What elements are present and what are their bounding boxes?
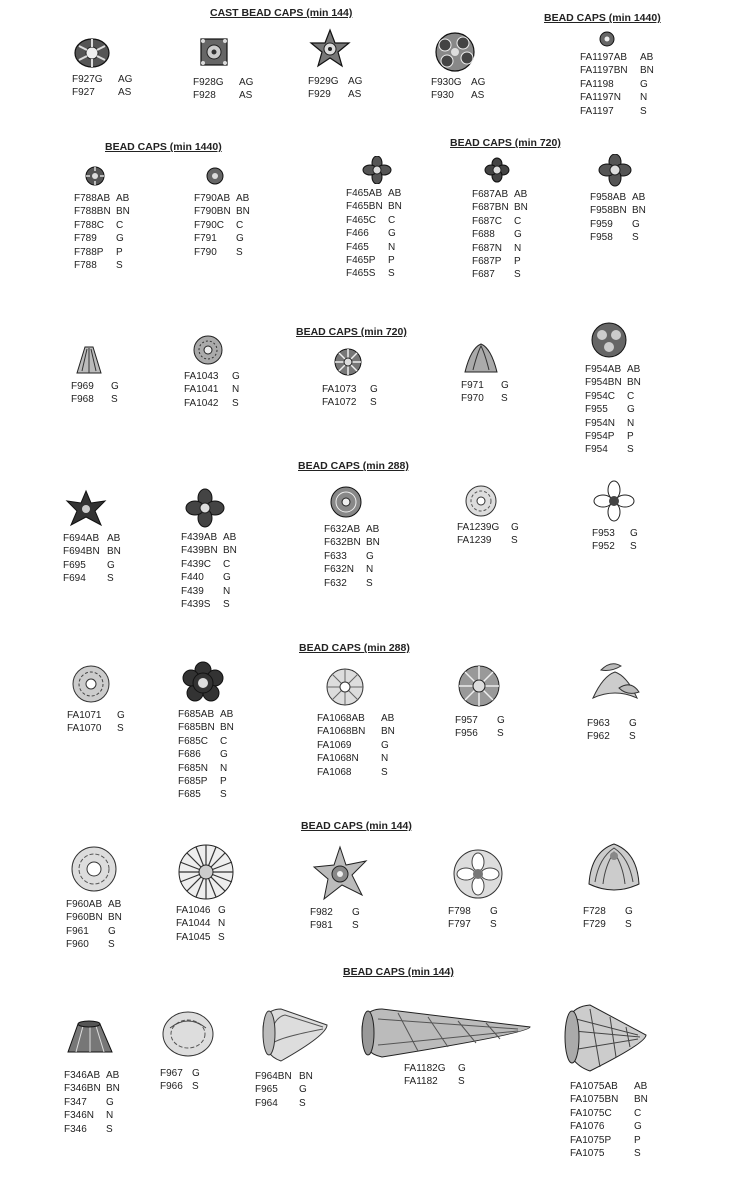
code-line: F687 S — [472, 269, 521, 281]
code-line: F798 G — [448, 906, 498, 917]
code-line: F954C C — [585, 390, 635, 402]
item-codes — [457, 521, 519, 548]
product-item — [64, 1008, 120, 1136]
filigree-cap-icon — [160, 1004, 216, 1064]
item-codes — [461, 379, 509, 406]
product-item — [592, 480, 638, 554]
product-item — [461, 340, 509, 406]
code-line: FA1068BN BN — [317, 726, 395, 738]
code-line: F954 S — [585, 444, 634, 456]
code-line: F930 AS — [431, 90, 485, 102]
code-line: F963 G — [587, 718, 637, 729]
code-line: F955 G — [585, 404, 635, 416]
product-item — [580, 30, 654, 118]
section-header: BEAD CAPS (min 288) — [299, 642, 410, 654]
code-line: F439S S — [181, 599, 230, 611]
item-codes — [310, 906, 370, 933]
code-line: F695 G — [63, 559, 115, 571]
code-line: F465 N — [346, 241, 396, 253]
code-line: F954AB AB — [585, 364, 641, 375]
code-line: F439 N — [181, 585, 231, 597]
filigree-cap-icon — [583, 838, 645, 902]
code-line: FA1070 S — [67, 723, 124, 735]
product-item — [472, 157, 528, 282]
filigree-cap-icon — [317, 665, 373, 709]
item-codes — [455, 714, 505, 741]
leaf-cap-icon — [587, 658, 643, 714]
code-line: F688 G — [472, 229, 522, 241]
code-line: FA1068AB AB — [317, 713, 395, 724]
code-line: FA1075C C — [570, 1107, 642, 1119]
code-line: F927G AG — [72, 74, 133, 85]
code-line: FA1041 N — [184, 384, 240, 396]
product-item — [317, 665, 395, 779]
code-line: F970 S — [461, 393, 508, 405]
code-line: FA1075 S — [570, 1148, 641, 1160]
item-codes — [592, 527, 638, 554]
product-item — [184, 333, 240, 410]
code-line: F968 S — [71, 394, 118, 406]
code-line: F687BN BN — [472, 202, 528, 214]
filigree-cap-icon — [66, 843, 122, 895]
product-item — [67, 662, 125, 736]
code-line: F685N N — [178, 762, 228, 774]
code-line: FA1197BN BN — [580, 65, 654, 77]
code-line: F791 G — [194, 233, 244, 245]
section-header: BEAD CAPS (min 288) — [298, 460, 409, 472]
product-item — [74, 165, 130, 272]
code-line: F967 G — [160, 1068, 200, 1079]
product-item — [181, 488, 237, 611]
code-line: F969 G — [71, 381, 119, 392]
product-item — [560, 1001, 650, 1160]
product-item — [178, 661, 234, 802]
item-codes — [64, 1069, 120, 1136]
product-item — [324, 484, 380, 590]
code-line: F788AB AB — [74, 193, 130, 204]
item-codes — [66, 898, 122, 952]
section-header: BEAD CAPS (min 1440) — [544, 12, 661, 24]
product-item — [448, 846, 508, 932]
code-line: F965 G — [255, 1084, 307, 1096]
product-item — [346, 156, 402, 281]
product-item — [455, 661, 505, 741]
item-codes — [63, 532, 121, 586]
code-line: FA1073 G — [322, 384, 378, 395]
code-line: F439AB AB — [181, 532, 237, 543]
product-item — [358, 1001, 534, 1089]
code-line: F729 S — [583, 919, 632, 931]
code-line: F960 S — [66, 939, 115, 951]
code-line: F930G AG — [431, 77, 486, 88]
code-line: F633 G — [324, 550, 374, 562]
code-line: F952 S — [592, 541, 637, 553]
tiny-cap-icon — [580, 30, 640, 48]
code-line: F954P P — [585, 431, 634, 443]
product-item — [160, 1004, 216, 1094]
code-line: FA1075BN BN — [570, 1094, 648, 1106]
code-line: FA1197 S — [580, 105, 647, 117]
code-line: F687AB AB — [472, 189, 528, 200]
code-line: F958 S — [590, 232, 639, 244]
code-line: F466 G — [346, 228, 396, 240]
product-item — [66, 843, 122, 952]
code-line: F790AB AB — [194, 193, 250, 204]
item-codes — [193, 76, 253, 103]
code-line: F959 G — [590, 218, 640, 230]
section-header: BEAD CAPS (min 144) — [343, 966, 454, 978]
code-line: FA1044 N — [176, 918, 226, 930]
code-line: FA1239 S — [457, 535, 518, 547]
code-line: F929G AG — [308, 76, 363, 87]
fluted-cap-icon — [72, 36, 112, 70]
code-line: FA1072 S — [322, 397, 377, 409]
code-line: F686 G — [178, 749, 228, 761]
product-item — [63, 489, 121, 586]
section-header: CAST BEAD CAPS (min 144) — [210, 7, 353, 19]
product-item — [457, 484, 519, 548]
product-item — [310, 845, 370, 933]
code-line: F440 G — [181, 572, 231, 584]
code-line: F954BN BN — [585, 377, 641, 389]
section-header: BEAD CAPS (min 720) — [296, 326, 407, 338]
item-codes — [590, 191, 646, 245]
code-line: F685P P — [178, 776, 227, 788]
code-line: FA1068N N — [317, 753, 389, 765]
code-line: FA1043 G — [184, 371, 240, 382]
code-line: F687C C — [472, 215, 522, 227]
small-flower-cap-icon — [194, 165, 238, 189]
item-codes — [346, 187, 402, 281]
code-line: F964 S — [255, 1097, 306, 1109]
code-line: F958BN BN — [590, 205, 646, 217]
code-line: F694AB AB — [63, 533, 121, 544]
code-line: F789 G — [74, 233, 124, 245]
code-line: F346BN BN — [64, 1083, 120, 1095]
item-codes — [324, 523, 380, 590]
product-item — [176, 843, 236, 944]
code-line: F788C C — [74, 219, 124, 231]
code-line: F465S S — [346, 268, 395, 280]
code-line: FA1042 S — [184, 397, 239, 409]
scalloped-cap-icon — [178, 661, 230, 705]
product-item — [322, 346, 378, 410]
star-cap-icon — [308, 28, 352, 72]
product-item — [308, 28, 362, 102]
item-codes — [585, 363, 641, 457]
item-codes — [308, 75, 362, 102]
code-line: F632 S — [324, 577, 373, 589]
product-item — [194, 165, 250, 259]
code-line: F465AB AB — [346, 188, 402, 199]
code-line: F929 AS — [308, 89, 362, 101]
code-line: F960BN BN — [66, 912, 122, 924]
code-line: F685AB AB — [178, 709, 234, 720]
code-line: FA1182G G — [404, 1063, 466, 1074]
code-line: FA1197AB AB — [580, 52, 654, 63]
code-line: F928 AS — [193, 90, 253, 102]
code-line: F728 G — [583, 906, 633, 917]
code-line: F788 S — [74, 260, 123, 272]
cone-cap-icon — [71, 343, 107, 377]
code-line: F797 S — [448, 919, 497, 931]
code-line: F465C C — [346, 214, 396, 226]
code-line: F790BN BN — [194, 206, 250, 218]
section-header: BEAD CAPS (min 720) — [450, 137, 561, 149]
code-line: F346N N — [64, 1110, 114, 1122]
code-line: F961 G — [66, 925, 116, 937]
code-line: F790 S — [194, 246, 243, 258]
product-item — [255, 1003, 331, 1110]
code-line: F687P P — [472, 256, 521, 268]
product-item — [585, 320, 641, 457]
petal-cap-icon — [592, 480, 638, 524]
code-line: F632BN BN — [324, 537, 380, 549]
code-line: FA1075AB AB — [570, 1081, 648, 1092]
rosette-cap-icon — [431, 31, 479, 73]
item-codes — [181, 531, 237, 611]
sunburst-cap-icon — [322, 346, 378, 380]
filigree-cap-icon — [457, 484, 509, 518]
code-line: F790C C — [194, 219, 244, 231]
code-line: F958AB AB — [590, 192, 646, 203]
code-line: F964BN BN — [255, 1071, 313, 1082]
code-line: F685C C — [178, 735, 228, 747]
code-line: FA1071 G — [67, 710, 125, 721]
item-codes — [322, 383, 378, 410]
square-cap-icon — [193, 33, 233, 73]
item-codes — [472, 188, 528, 282]
code-line: F346 S — [64, 1123, 113, 1135]
code-line: F981 S — [310, 920, 359, 932]
flower-cap-icon — [346, 156, 402, 184]
small-flower-cap-icon — [74, 165, 118, 189]
code-line: FA1069 G — [317, 739, 389, 751]
code-line: F954N N — [585, 417, 635, 429]
item-codes — [431, 76, 485, 103]
code-line: F687N N — [472, 242, 522, 254]
filigree-cone-icon — [255, 1003, 331, 1067]
filigree-cap-icon — [184, 333, 234, 367]
code-line: FA1239G G — [457, 522, 519, 533]
code-line: F685 S — [178, 789, 227, 801]
item-codes — [448, 905, 508, 932]
code-line: F971 G — [461, 380, 509, 391]
item-codes — [587, 717, 643, 744]
item-codes — [160, 1067, 216, 1094]
filigree-cap-icon — [448, 846, 508, 902]
product-item — [431, 31, 485, 103]
item-codes — [67, 709, 125, 736]
code-line: F788BN BN — [74, 206, 130, 218]
item-codes — [71, 380, 119, 407]
code-line: F694BN BN — [63, 546, 121, 558]
code-line: F685BN BN — [178, 722, 234, 734]
code-line: F788P P — [74, 246, 123, 258]
product-item — [587, 658, 643, 744]
code-line: FA1182 S — [404, 1076, 465, 1088]
code-line: FA1045 S — [176, 931, 225, 943]
item-codes — [404, 1062, 534, 1089]
product-item — [193, 33, 253, 103]
code-line: F982 G — [310, 907, 360, 918]
code-line: F465P P — [346, 255, 395, 267]
code-line: F439C C — [181, 558, 231, 570]
flower-cap-icon — [590, 154, 640, 188]
section-header: BEAD CAPS (min 144) — [301, 820, 412, 832]
product-item — [590, 154, 646, 245]
filigree-cone-icon — [560, 1001, 650, 1077]
daisy-cap-icon — [176, 843, 236, 901]
leaf-cap-icon — [461, 340, 501, 376]
star-flower-cap-icon — [63, 489, 109, 529]
product-item — [583, 838, 645, 932]
dome-cap-icon — [585, 320, 633, 360]
item-codes — [184, 370, 240, 410]
code-line: F439BN BN — [181, 545, 237, 557]
code-line: FA1076 G — [570, 1121, 642, 1133]
code-line: FA1198 G — [580, 78, 648, 90]
code-line: F956 S — [455, 728, 504, 740]
code-line: F960AB AB — [66, 899, 122, 910]
item-codes — [570, 1080, 650, 1160]
code-line: F347 G — [64, 1096, 114, 1108]
sunburst-cap-icon — [455, 661, 503, 711]
code-line: F957 G — [455, 715, 505, 726]
code-line: FA1046 G — [176, 905, 226, 916]
item-codes — [255, 1070, 331, 1110]
flower-cap-icon — [181, 488, 229, 528]
item-codes — [74, 192, 130, 272]
long-cone-icon — [358, 1001, 534, 1059]
trumpet-cap-icon — [64, 1008, 116, 1066]
item-codes — [72, 73, 132, 100]
item-codes — [583, 905, 645, 932]
code-line: F632AB AB — [324, 524, 380, 535]
code-line: F953 G — [592, 528, 638, 539]
code-line: F694 S — [63, 573, 114, 585]
filigree-cap-icon — [67, 662, 115, 706]
code-line: F346AB AB — [64, 1070, 120, 1081]
code-line: F962 S — [587, 731, 636, 743]
item-codes — [194, 192, 250, 259]
code-line: F632N N — [324, 564, 374, 576]
item-codes — [580, 51, 654, 118]
code-line: F927 AS — [72, 87, 132, 99]
code-line: FA1197N N — [580, 92, 648, 104]
code-line: F966 S — [160, 1081, 199, 1093]
product-item — [71, 343, 119, 407]
round-cap-icon — [324, 484, 372, 520]
product-item — [72, 36, 132, 100]
flower-cap-icon — [472, 157, 522, 185]
star-flower-cap-icon — [310, 845, 370, 903]
code-line: FA1068 S — [317, 766, 388, 778]
item-codes — [178, 708, 234, 802]
item-codes — [176, 904, 236, 944]
code-line: FA1075P P — [570, 1134, 641, 1146]
item-codes — [317, 712, 395, 779]
section-header: BEAD CAPS (min 1440) — [105, 141, 222, 153]
code-line: F928G AG — [193, 77, 254, 88]
code-line: F465BN BN — [346, 201, 402, 213]
